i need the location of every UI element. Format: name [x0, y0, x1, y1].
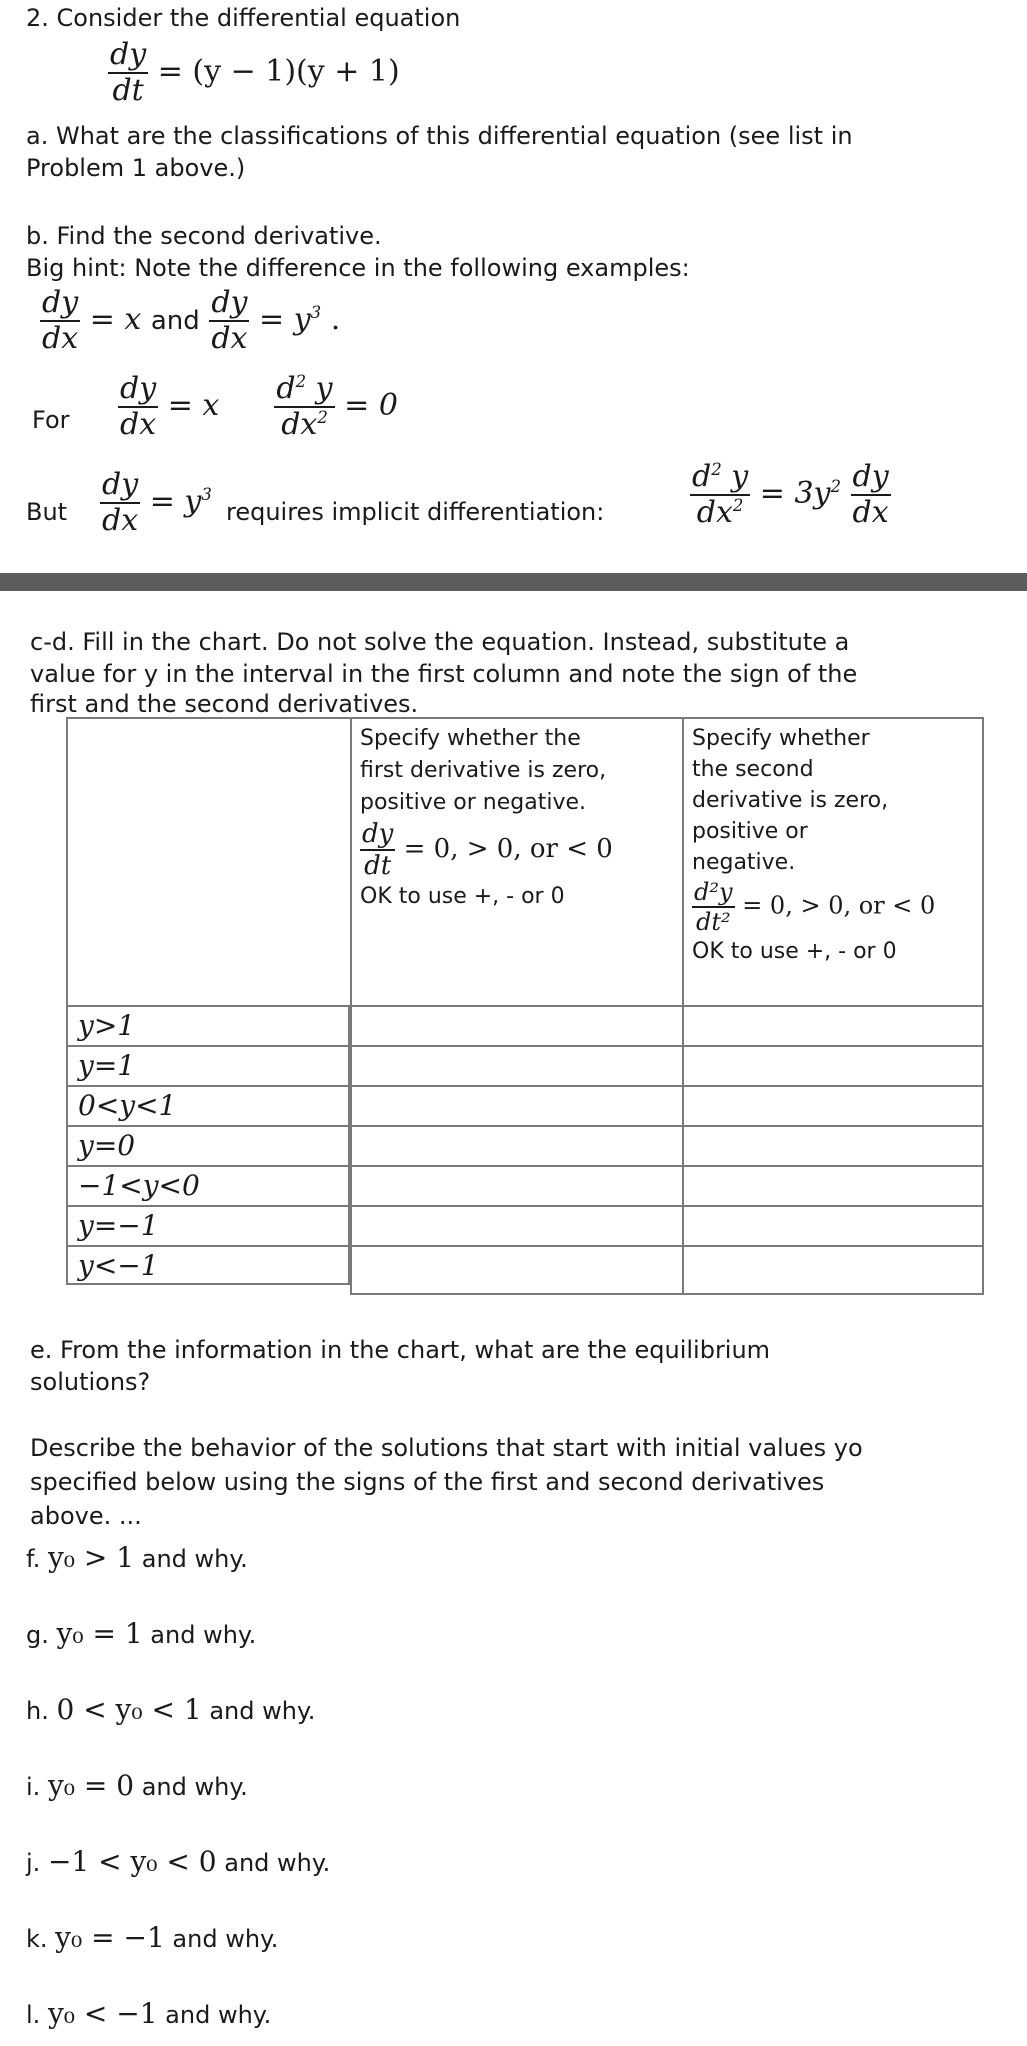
part-cd-line2: value for y in the interval in the first column and note the sign of the — [30, 660, 858, 688]
row-label: y>1 — [66, 1005, 350, 1045]
for-label: For — [32, 406, 70, 434]
row-labels — [66, 1005, 350, 1295]
part-b-line1: b. Find the second derivative. — [26, 222, 382, 250]
item-h: h. 0 < y₀ < 1 and why. — [26, 1693, 316, 1726]
part-a-line2: Problem 1 above.) — [26, 154, 246, 182]
part-b-hint: Big hint: Note the difference in the following examples: — [26, 254, 690, 282]
implicit-result: $\frac{d^2 y}{dx^2}$ = $3y^2$ $\frac{dy}{dx}$ — [692, 459, 889, 530]
part-cd-line1: c-d. Fill in the chart. Do not solve the equation. Instead, substitute a — [30, 628, 850, 656]
sign-chart — [66, 717, 984, 1007]
item-g: g. y₀ = 1 and why. — [26, 1617, 257, 1650]
item-f: f. y₀ > 1 and why. — [26, 1541, 248, 1574]
item-k: k. y₀ = −1 and why. — [26, 1921, 279, 1954]
but-label: But — [26, 498, 68, 526]
hint-examples: $\frac{dy}{dx}$ = x and $\frac{dy}{dx}$ = $y^3$ . — [42, 285, 341, 356]
for-example: $\frac{dy}{dx}$ = x $\frac{d^2 y}{dx^2}$ = 0 — [120, 371, 398, 442]
row-label: y=−1 — [66, 1205, 350, 1245]
describe-line3: above. ... — [30, 1502, 142, 1530]
row-label: y<−1 — [66, 1245, 350, 1285]
but-example: $\frac{dy}{dx}$ = $y^3$ — [102, 467, 212, 538]
part-e-line1: e. From the information in the chart, what are the equilibrium — [30, 1336, 771, 1364]
row-label: 0<y<1 — [66, 1085, 350, 1125]
describe-line1: Describe the behavior of the solutions that start with initial values yo — [30, 1434, 863, 1462]
answer-row-lines — [350, 1005, 982, 1295]
part-e-line2: solutions? — [30, 1368, 151, 1396]
describe-line2: specified below using the signs of the first and second derivatives — [30, 1468, 825, 1496]
part-cd-line3: first and the second derivatives. — [30, 690, 419, 718]
row-label: y=0 — [66, 1125, 350, 1165]
item-i: i. y₀ = 0 and why. — [26, 1769, 248, 1802]
item-l: l. y₀ < −1 and why. — [26, 1997, 272, 2030]
implicit-text: requires implicit differentiation: — [226, 498, 605, 526]
row-label: −1<y<0 — [66, 1165, 350, 1205]
section-divider — [0, 573, 1027, 591]
main-equation: $\frac{dy}{dt}$ = (y − 1)(y + 1) — [110, 37, 400, 108]
chart-header-row — [67, 718, 983, 1006]
chart-corner-cell — [67, 718, 351, 1006]
chart-col2-header: Specify whether the first derivative is zero, positive or negative. $\frac{dy}{dt}$ = 0, > 0, or < 0 OK to use +, - or 0 — [351, 718, 683, 1006]
row-label: y=1 — [66, 1045, 350, 1085]
item-j: j. −1 < y₀ < 0 and why. — [26, 1845, 331, 1878]
part-a-line1: a. What are the classifications of this differential equation (see list in — [26, 122, 853, 150]
problem-heading: 2. Consider the differential equation — [26, 4, 461, 32]
chart-col3-header: Specify whether the second derivative is zero, positive or negative. $\frac{\text{d²y}}{\text{dt²}}$ = 0, > 0, or < 0 OK to use +, - or 0 — [683, 718, 983, 1006]
